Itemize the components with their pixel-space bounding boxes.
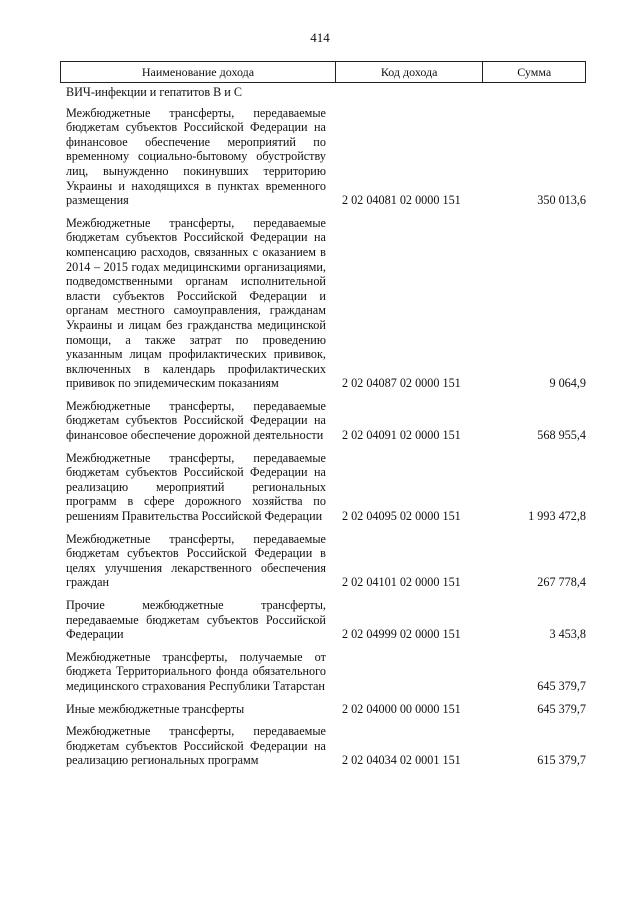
table-row bbox=[60, 106, 586, 208]
header-code: Код дохода bbox=[336, 62, 483, 82]
revenue-table bbox=[60, 61, 586, 776]
row-name: Межбюджетные трансферты, передаваемые бюджетам субъектов Российской Федерации на финансовое обеспечение мероприятий по временному социально-бытовому обустройству лиц, вынужденно покинувших территорию Украины и находящихся в пунктах временного размещения bbox=[66, 105, 326, 208]
row-code: 2 02 04999 02 0000 151 bbox=[341, 627, 461, 642]
row-name: ВИЧ-инфекции и гепатитов В и С bbox=[66, 85, 243, 99]
table-row bbox=[60, 598, 586, 642]
header-name: Наименование дохода bbox=[61, 62, 336, 82]
row-code: 2 02 04101 02 0000 151 bbox=[341, 575, 461, 590]
row-sum: 9 064,9 bbox=[549, 376, 586, 391]
table-header bbox=[60, 61, 586, 83]
table-row bbox=[60, 724, 586, 768]
row-sum: 568 955,4 bbox=[537, 428, 586, 443]
row-code: 2 02 04000 00 0000 151 bbox=[341, 701, 461, 716]
row-sum: 267 778,4 bbox=[537, 575, 586, 590]
row-name: Иные межбюджетные трансферты bbox=[66, 701, 245, 716]
table-row bbox=[60, 650, 586, 694]
row-name: Межбюджетные трансферты, передаваемые бюджетам субъектов Российской Федерации в целях улучшения лекарственного обеспечения граждан bbox=[66, 531, 326, 590]
row-name: Прочие межбюджетные трансферты, передаваемые бюджетам субъектов Российской Федерации bbox=[66, 598, 326, 642]
table-row bbox=[60, 85, 586, 100]
row-code: 2 02 04095 02 0000 151 bbox=[341, 509, 461, 524]
row-sum: 350 013,6 bbox=[537, 193, 586, 208]
row-code: 2 02 04091 02 0000 151 bbox=[341, 428, 461, 443]
table-row bbox=[60, 399, 586, 443]
row-code: 2 02 04087 02 0000 151 bbox=[341, 376, 461, 391]
table-body bbox=[60, 85, 586, 768]
row-sum: 645 379,7 bbox=[537, 678, 586, 693]
row-name: Межбюджетные трансферты, передаваемые бюджетам субъектов Российской Федерации на реализацию мероприятий региональных программ в сфере дорожного хозяйства по решениям Правительства Российской Федерации bbox=[66, 450, 326, 524]
row-sum: 1 993 472,8 bbox=[528, 509, 586, 524]
row-name: Межбюджетные трансферты, передаваемые бюджетам субъектов Российской Федерации на финансовое обеспечение дорожной деятельности bbox=[66, 398, 326, 443]
header-sum: Сумма bbox=[517, 64, 552, 79]
row-code: 2 02 04034 02 0001 151 bbox=[341, 753, 461, 768]
row-code: 2 02 04081 02 0000 151 bbox=[341, 193, 461, 208]
row-sum: 3 453,8 bbox=[549, 627, 586, 642]
row-sum: 615 379,7 bbox=[537, 753, 586, 768]
table-row bbox=[60, 702, 586, 717]
table-row bbox=[60, 451, 586, 524]
row-sum: 645 379,7 bbox=[537, 701, 586, 716]
page-number: 414 bbox=[310, 30, 330, 45]
table-row bbox=[60, 532, 586, 590]
row-name: Межбюджетные трансферты, передаваемые бюджетам субъектов Российской Федерации на реализацию региональных программ bbox=[66, 724, 326, 768]
row-name: Межбюджетные трансферты, получаемые от бюджета Территориального фонда обязательного медицинского страхования Республики Татарстан bbox=[66, 649, 326, 693]
row-name: Межбюджетные трансферты, передаваемые бюджетам субъектов Российской Федерации на компенсацию расходов, связанных с оказанием в 2014 – 2015 годах медицинскими организациями, подведомственными органам исполнительной власти субъектов Российской Федерации и органам местного самоуправления, гражданам Украины и лицам без гражданства медицинской помощи, а также затрат по проведению указанным лицам профилактических прививок, включенных в календарь профилактических прививок по эпидемическим показаниям bbox=[66, 215, 326, 391]
table-row bbox=[60, 216, 586, 391]
